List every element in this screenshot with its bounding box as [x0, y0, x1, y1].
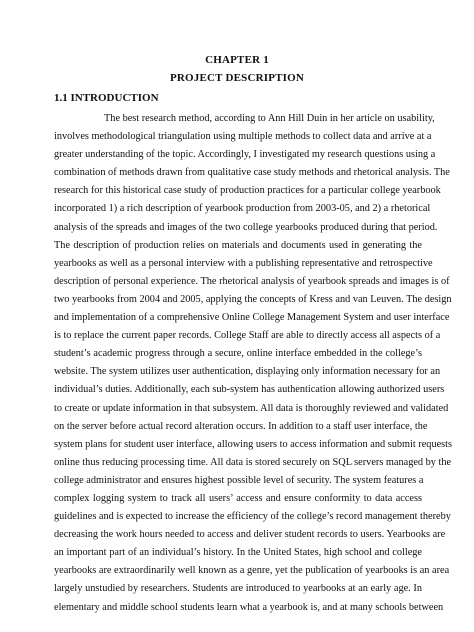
- paragraph-line: greater understanding of the topic. Accordingly, I investigated my research questions using a: [54, 149, 436, 161]
- paragraph-line: incorporated 1) a rich description of yearbook production from 2003-05, and 2) a rhetorical: [54, 203, 431, 215]
- paragraph-line: analysis of the spreads and images of the two college yearbooks produced during that period.: [54, 221, 438, 233]
- paragraph-line: yearbooks are extraordinarily well known as a genre, yet the publication of yearbooks is an area: [54, 565, 450, 577]
- paragraph-line: combination of methods drawn from qualitative case study methods and rhetorical analysis. The: [54, 167, 450, 179]
- paragraph-line: complex logging system to track all users’ access and ensure conformity to data access: [54, 492, 422, 504]
- paragraph-line: yearbooks as well as a personal interview with a publishing representative and retrospective: [54, 257, 433, 269]
- paragraph-line: The description of production relies on materials and documents used in generating the: [54, 239, 422, 251]
- paragraph-line: an important part of an individual’s history. In the United States, high school and college: [54, 547, 422, 559]
- paragraph-line: The best research method, according to Ann Hill Duin in her article on usability,: [104, 113, 435, 124]
- paragraph-line: individual’s duties. Additionally, each sub-system has authentication allowing authorized users: [54, 384, 445, 396]
- paragraph-line: and implementation of a comprehensive Online College Management System and user interface: [54, 312, 450, 324]
- paragraph-line: student’s academic progress through a secure, online interface embedded in the college’s: [54, 348, 422, 360]
- paragraph-line: college administrator and ensures highest possible level of security. The system features a: [54, 474, 424, 486]
- paragraph-line: involves methodological triangulation using multiple methods to collect data and arrive at a: [54, 131, 432, 143]
- paragraph-line: system plans for student user interface, allowing users to access information and submit requests: [54, 438, 453, 450]
- section-heading: 1.1 INTRODUCTION: [54, 92, 159, 104]
- paragraph-line: two yearbooks from 2004 and 2005, applying the concepts of Kress and van Leuven. The design: [54, 293, 452, 305]
- paragraph-line: largely unstudied by researchers. Students are introduced to yearbooks at an early age. In: [54, 583, 422, 595]
- paragraph-line: on the server before actual record alteration occurs. In addition to a staff user interface, the: [54, 420, 428, 432]
- paragraph-line: guidelines and is expected to increase the efficiency of the college’s record management thereby: [54, 511, 451, 523]
- paragraph-line: to create or update information in that subsystem. All data is thoroughly reviewed and validated: [54, 402, 449, 414]
- paragraph-line: decreasing the work hours needed to access and deliver student records to users. Yearbooks are: [54, 529, 446, 541]
- body-text: [54, 110, 453, 617]
- paragraph-line: online thus reducing processing time. All data is stored securely on SQL servers managed by the: [54, 456, 452, 468]
- paragraph-line: description of personal experience. The rhetorical analysis of yearbook spreads and images is of: [54, 275, 450, 287]
- chapter-heading: CHAPTER 1: [205, 54, 269, 66]
- paragraph-line: is to replace the current paper records. College Staff are able to directly access all aspects of a: [54, 330, 441, 342]
- paragraph-line: research for this historical case study of production practices for a particular college yearbook: [54, 185, 441, 197]
- paragraph-line: website. The system utilizes user authentication, displaying only information necessary for an: [54, 366, 441, 378]
- paragraph-line: elementary and middle school students learn what a yearbook is, and at many schools between: [54, 601, 444, 613]
- chapter-title: PROJECT DESCRIPTION: [169, 72, 305, 84]
